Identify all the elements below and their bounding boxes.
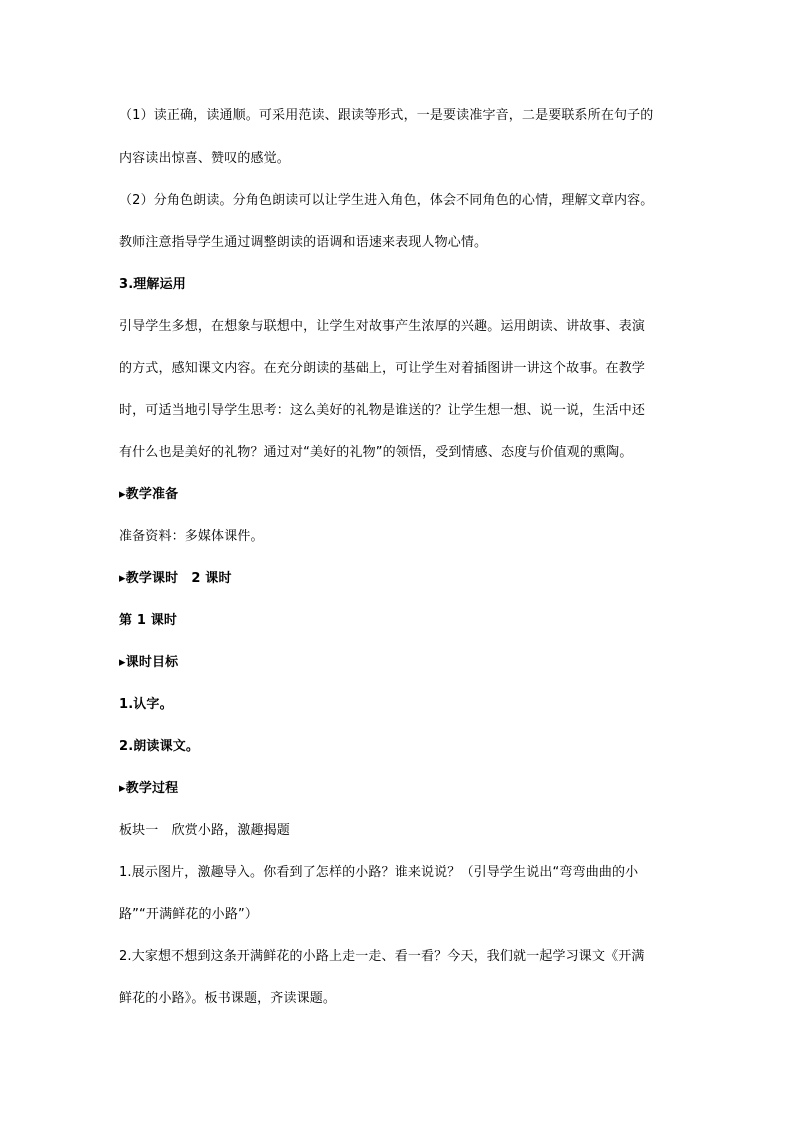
paragraph-guide-students-cont-2: 时，可适当地引导学生思考：这么美好的礼物是谁送的？让学生想一想、说一说，生活中还 [119,403,646,418]
paragraph-guide-students-cont-3: 有什么也是美好的礼物？通过对“美好的礼物”的领悟，受到情感、态度与价值观的熏陶。 [119,445,633,460]
objective-recognize-characters: 1.认字。 [119,697,173,712]
paragraph-guide-students: 引导学生多想，在想象与联想中，让学生对故事产生浓厚的兴趣。运用朗读、讲故事、表演 [119,319,646,334]
heading-lesson-objectives: ▸课时目标 [119,655,179,670]
step-walk-the-path: 2.大家想不想到这条开满鲜花的小路上走一走、看一看？今天，我们就一起学习课文《开满 [119,949,645,964]
heading-first-lesson: 第 1 课时 [119,613,177,628]
step-show-pictures-cont: 路”“开满鲜花的小路”） [119,907,259,922]
step-walk-the-path-cont: 鲜花的小路》。板书课题，齐读课题。 [119,991,337,1006]
heading-teaching-hours: ▸教学课时 2 课时 [119,571,232,586]
paragraph-role-reading: （2）分角色朗读。分角色朗读可以让学生进入角色，体会不同角色的心情，理解文章内容。 [119,193,654,208]
step-show-pictures: 1.展示图片，激趣导入。你看到了怎样的小路？谁来说说？（引导学生说出“弯弯曲曲的小 [119,865,639,880]
paragraph-read-correctly-cont: 内容读出惊喜、赞叹的感觉。 [119,151,290,166]
heading-understanding-application: 3.理解运用 [119,277,186,292]
heading-teaching-preparation: ▸教学准备 [119,487,179,502]
paragraph-guide-students-cont-1: 的方式，感知课文内容。在充分朗读的基础上，可让学生对着插图讲一讲这个故事。在教学 [119,361,646,376]
paragraph-role-reading-cont: 教师注意指导学生通过调整朗读的语调和语速来表现人物心情。 [119,235,488,250]
heading-teaching-process: ▸教学过程 [119,781,179,796]
text-preparation-materials: 准备资料：多媒体课件。 [119,529,264,544]
objective-read-text: 2.朗读课文。 [119,739,200,754]
paragraph-read-correctly: （1）读正确，读通顺。可采用范读、跟读等形式，一是要读准字音，二是要联系所在句子的 [119,108,654,123]
heading-section-one: 板块一 欣赏小路，激趣揭题 [119,823,290,838]
